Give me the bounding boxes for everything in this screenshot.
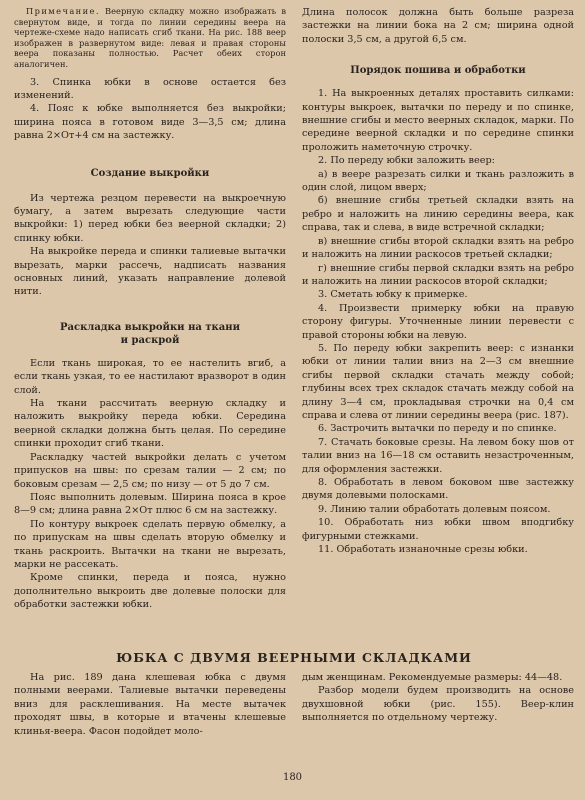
section-title: ЮБКА С ДВУМЯ ВЕЕРНЫМИ СКЛАДКАМИ bbox=[116, 650, 472, 665]
layout-paragraph-2: На ткани рассчитать веерную складку и наложить выкройку переда юбки. Середина веерной складки должна быть целая. По середине спинки проходит сгиб ткани. bbox=[14, 398, 286, 450]
heading-pattern-creation: Создание выкройки bbox=[90, 167, 210, 179]
step-7: 7. Стачать боковые срезы. На левом боку шов от талии вниз на 16—18 см оставить незастроченным, для оформления застежки. bbox=[302, 436, 574, 475]
heading-layout-line-2: и раскрой bbox=[120, 334, 180, 346]
layout-paragraph-5: По контуру выкроек сделать первую обмелку, а по припускам на швы сделать вторую обмелку и ткань раскроить. Вытачки на ткани не вырезать, марки не рассекать. bbox=[14, 518, 286, 570]
layout-paragraph-4: Пояс выполнить долевым. Ширина пояса в крое 8—9 см; длина равна 2×От плюс 6 см на застежку. bbox=[14, 491, 286, 517]
layout-paragraph-3: Раскладку частей выкройки делать с учетом припусков на швы: по срезам талии — 2 см; по боковым срезам — 2,5 см; по низу — от 5 до 7 см. bbox=[14, 451, 286, 490]
heading-sewing-order: Порядок пошива и обработки bbox=[350, 65, 526, 77]
step-1: 1. На выкроенных деталях проставить силками: контуры выкроек, вытачки по переду и по спинке, внешние сгибы и место веерных складок, марки. По середине веерной складки и по середине спинки проложить наметочную строчку. bbox=[302, 88, 574, 153]
pattern-paragraph-1: Из чертежа резцом перевести на выкроечную бумагу, а затем вырезать следующие части выкройки: 1) перед юбки без веерной складки; 2) спинку юбки. bbox=[14, 192, 286, 244]
note-paragraph bbox=[14, 6, 286, 70]
layout-paragraph-1: Если ткань широкая, то ее настелить вгиб, а если ткань узкая, то ее настилают вразворот в один слой. bbox=[14, 357, 286, 396]
analysis-paragraph: Разбор модели будем производить на основе двухшовной юбки (рис. 155). Веер-клин выполняется по отдельному чертежу. bbox=[302, 685, 574, 724]
item-4: 4. Пояс к юбке выполняется без выкройки; ширина пояса в готовом виде 3—3,5 см; длина равна 2×От+4 см на застежку. bbox=[14, 103, 286, 142]
strips-paragraph: Длина полосок должна быть больше разреза застежки на линии бока на 2 см; ширина одной полоски 3,5 см, а другой 6,5 см. bbox=[302, 7, 574, 45]
step-2: 2. По переду юбки заложить веер: bbox=[318, 155, 495, 167]
note-label: Примечание. bbox=[26, 6, 100, 16]
bottom-right-column bbox=[302, 671, 574, 725]
page-number: 180 bbox=[282, 772, 303, 783]
model-paragraph-continued: дым женщинам. Рекомендуемые размеры: 44—48. bbox=[302, 672, 563, 683]
bottom-left-column bbox=[14, 671, 286, 738]
heading-layout-line-1: Раскладка выкройки на ткани bbox=[60, 321, 240, 333]
item-3: 3. Спинка юбки в основе остается без изменений. bbox=[14, 76, 286, 101]
step-3: 3. Сметать юбку к примерке. bbox=[318, 289, 468, 301]
step-6: 6. Застрочить вытачки по переду и по спинке. bbox=[318, 423, 557, 435]
step-5: 5. По переду юбки закрепить веер: с изнанки юбки от линии талии вниз на 2—3 см внешние сгибы первой складки стачать между собой; глубины всех трех складок стачать между собой на длину 3—4 см, прокладывая строчки на 0,4 см справа и слева от линии середины веера (рис. 187). bbox=[302, 342, 574, 421]
pattern-paragraph-2: На выкройке переда и спинки талиевые вытачки вырезать, марки рассечь, надписать названия основных линий, указать направление долевой нити. bbox=[14, 246, 286, 298]
note-text: Веерную складку можно изображать в свернутом виде, и тогда по линии середины веера на чертеже-схеме надо написать сгиб ткани. На рис. 188 веер изображен в развернутом виде: левая и правая стороны веера показаны полностью. Расчет обеих сторон аналогичен. bbox=[14, 6, 287, 69]
step-2b: б) внешние сгибы третьей складки взять на ребро и наложить на линию середины веера, как справа, так и слева, в виде встречной складки; bbox=[302, 195, 574, 234]
step-11: 11. Обработать изнаночные срезы юбки. bbox=[318, 544, 528, 556]
step-9: 9. Линию талии обработать долевым поясом. bbox=[318, 503, 551, 515]
step-2a: а) в веере разрезать силки и ткань разложить в один слой, лицом вверх; bbox=[302, 168, 574, 194]
step-4: 4. Произвести примерку юбки на правую сторону фигуры. Уточненные линии перевести с правой стороны юбки на левую. bbox=[302, 302, 574, 341]
step-10: 10. Обработать низ юбки швом вподгибку фигурными стежками. bbox=[302, 517, 574, 542]
step-2d: г) внешние сгибы первой складки взять на ребро и наложить на линии раскосов второй складки; bbox=[302, 262, 574, 287]
model-paragraph: На рис. 189 дана клешевая юбка с двумя полными веерами. Талиевые вытачки переведены вниз для расклешивания. На месте вытачек проходят швы, в которые и втачены клешевые клинья-веера. Фасон подойдет моло- bbox=[14, 672, 286, 737]
left-column bbox=[14, 6, 286, 612]
right-column bbox=[302, 6, 574, 556]
layout-paragraph-6: Кроме спинки, переда и пояса, нужно дополнительно выкроить две долевые полоски для обработки застежки юбки. bbox=[14, 572, 286, 611]
step-8: 8. Обработать в левом боковом шве застежку двумя долевыми полосками. bbox=[302, 477, 574, 502]
step-2c: в) внешние сгибы второй складки взять на ребро и наложить на линии раскосов третьей складки; bbox=[302, 235, 574, 261]
